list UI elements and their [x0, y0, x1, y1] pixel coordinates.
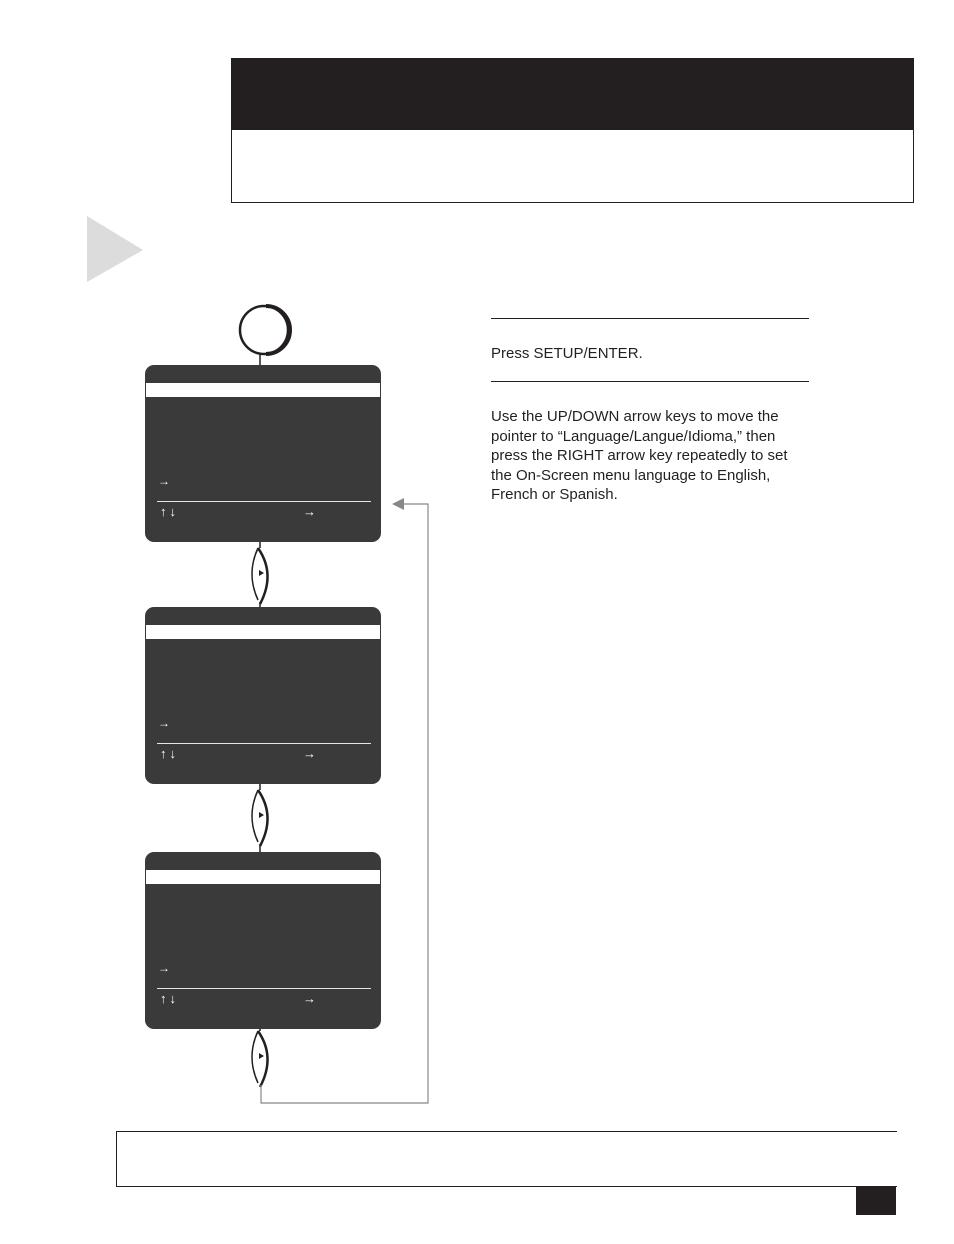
footer-note-box [116, 1131, 897, 1187]
pointer-icon: → [158, 474, 170, 488]
menu-highlight-bar [146, 625, 380, 639]
setup-enter-key-icon [240, 306, 290, 354]
pointer-icon: → [158, 716, 170, 730]
menu-screen-1 [145, 365, 381, 542]
instruction-step-2: Use the UP/DOWN arrow keys to move the pointer to “Language/Langue/Idioma,” then press the RIGHT arrow key repeatedly to set the On-Screen menu language to English, French or Spanish. [491, 408, 788, 503]
instruction-divider [491, 318, 809, 319]
right-arrow-key-icon [252, 1031, 268, 1087]
menu-highlight-bar [146, 870, 380, 884]
instruction-step-1: Press SETUP/ENTER. [491, 345, 643, 362]
menu-screen-2 [145, 607, 381, 784]
right-arrow-icon: → [303, 991, 316, 1006]
up-down-arrows-icon: ↑↓ [160, 504, 179, 519]
menu-highlight-bar [146, 383, 380, 397]
menu-divider [157, 501, 371, 502]
pointer-icon: → [158, 961, 170, 975]
page-number-box [856, 1186, 896, 1215]
right-arrow-key-icon [252, 790, 268, 846]
up-down-arrows-icon: ↑↓ [160, 991, 179, 1006]
menu-divider [157, 743, 371, 744]
right-arrow-icon: → [303, 746, 316, 761]
menu-divider [157, 988, 371, 989]
right-arrow-key-icon [252, 548, 268, 604]
up-down-arrows-icon: ↑↓ [160, 746, 179, 761]
right-arrow-icon: → [303, 504, 316, 519]
instruction-divider [491, 381, 809, 382]
menu-screen-3 [145, 852, 381, 1029]
